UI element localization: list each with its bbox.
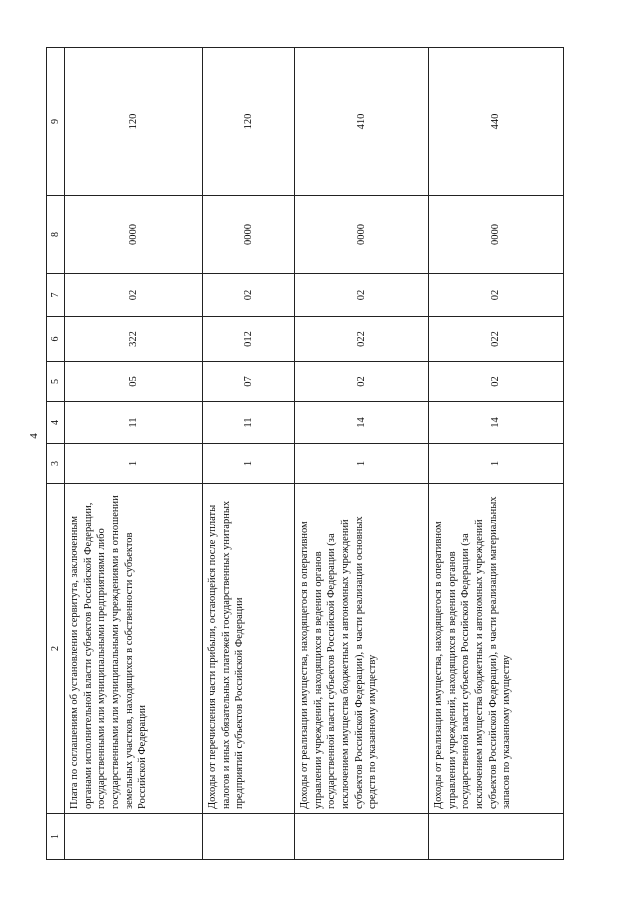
code-cell: 02 xyxy=(429,362,564,402)
table-frame xyxy=(46,48,564,860)
row-number-cell xyxy=(65,814,203,860)
code-cell: 05 xyxy=(65,362,203,402)
code-cell: 322 xyxy=(65,317,203,362)
code-cell: 1 xyxy=(295,444,429,484)
column-header: 9 xyxy=(47,48,65,196)
code-cell: 410 xyxy=(295,48,429,196)
code-cell: 1 xyxy=(429,444,564,484)
income-description-cell: Доходы от реализации имущества, находящегося в оперативном управлении учреждений, находящихся в ведении органов государственной власти субъектов Российской Федерации (за исключением имущества бюджетных и автономных учреждений субъектов Российской Федерации), в части реализации основных средств по указанному имуществу xyxy=(295,484,429,814)
table-row xyxy=(203,48,295,860)
income-description-cell: Доходы от реализации имущества, находящегося в оперативном управлении учреждений, находящихся в ведении органов государственной власти субъектов Российской Федерации (за исключением имущества бюджетных и автономных учреждений субъектов Российской Федерации), в части реализации материальных запасов по указанному имуществу xyxy=(429,484,564,814)
column-header: 4 xyxy=(47,402,65,444)
code-cell: 120 xyxy=(203,48,295,196)
code-cell: 11 xyxy=(65,402,203,444)
code-cell: 120 xyxy=(65,48,203,196)
table-row xyxy=(295,48,429,860)
column-header: 1 xyxy=(47,814,65,860)
code-cell: 1 xyxy=(203,444,295,484)
code-cell: 012 xyxy=(203,317,295,362)
income-description-cell: Доходы от перечисления части прибыли, остающейся после уплаты налогов и иных обязательных платежей государственных унитарных предприятий субъектов Российской Федерации xyxy=(203,484,295,814)
column-header: 6 xyxy=(47,317,65,362)
code-cell: 022 xyxy=(295,317,429,362)
code-cell: 022 xyxy=(429,317,564,362)
column-header: 5 xyxy=(47,362,65,402)
code-cell: 02 xyxy=(295,274,429,317)
code-cell: 02 xyxy=(203,274,295,317)
column-header: 3 xyxy=(47,444,65,484)
table-row xyxy=(429,48,564,860)
income-description-cell: Плата по соглашениям об установлении сервитута, заключенным органами исполнительной власти субъектов Российской Федерации, государственными или муниципальными предприятиями либо государственными или муниципальными учреждениями в отношении земельных участков, находящихся в собственности субъектов Российской Федерации xyxy=(65,484,203,814)
code-cell: 0000 xyxy=(429,196,564,274)
code-cell: 11 xyxy=(203,402,295,444)
code-cell: 0000 xyxy=(65,196,203,274)
code-cell: 0000 xyxy=(203,196,295,274)
code-cell: 1 xyxy=(65,444,203,484)
column-header: 7 xyxy=(47,274,65,317)
row-number-cell xyxy=(203,814,295,860)
code-cell: 440 xyxy=(429,48,564,196)
page-number: 4 xyxy=(28,433,40,439)
income-codes-table xyxy=(46,47,564,860)
code-cell: 14 xyxy=(429,402,564,444)
code-cell: 02 xyxy=(429,274,564,317)
code-cell: 02 xyxy=(295,362,429,402)
column-header: 8 xyxy=(47,196,65,274)
code-cell: 0000 xyxy=(295,196,429,274)
row-number-cell xyxy=(429,814,564,860)
column-number-header-row xyxy=(47,48,65,860)
code-cell: 14 xyxy=(295,402,429,444)
code-cell: 07 xyxy=(203,362,295,402)
column-header: 2 xyxy=(47,484,65,814)
rotated-table-container xyxy=(46,48,564,860)
code-cell: 02 xyxy=(65,274,203,317)
row-number-cell xyxy=(295,814,429,860)
table-row xyxy=(65,48,203,860)
